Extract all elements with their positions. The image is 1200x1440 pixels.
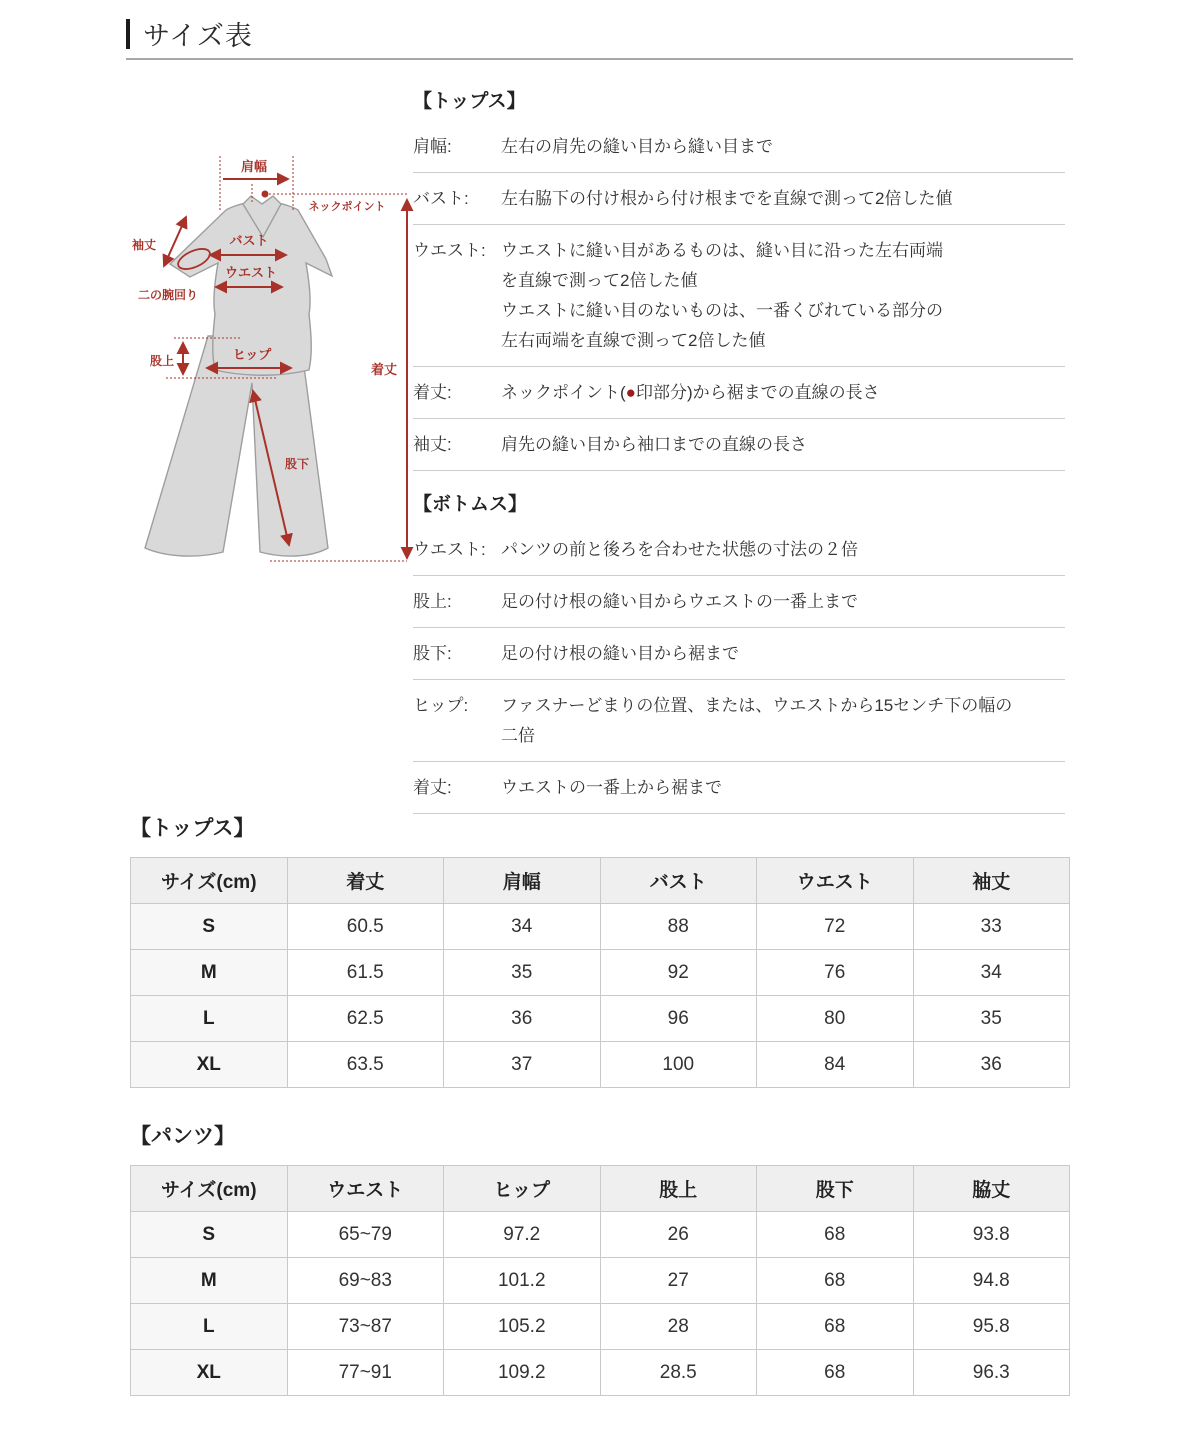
definition-term: 着丈: bbox=[413, 383, 452, 402]
diagram-label-rise: 股上 bbox=[149, 354, 175, 368]
column-header: バスト bbox=[600, 858, 757, 904]
table-cell: 65~79 bbox=[287, 1212, 444, 1258]
column-header: 袖丈 bbox=[913, 858, 1070, 904]
table-cell: 69~83 bbox=[287, 1258, 444, 1304]
pants-table-section bbox=[130, 1120, 1070, 1396]
table-cell: 62.5 bbox=[287, 996, 444, 1042]
definition-section-heading: 【ボトムス】 bbox=[413, 494, 528, 515]
table-cell: 77~91 bbox=[287, 1350, 444, 1396]
definition-row bbox=[413, 173, 1065, 225]
table-cell: 37 bbox=[444, 1042, 601, 1088]
table-cell: 34 bbox=[444, 904, 601, 950]
definition-term: 股上: bbox=[413, 592, 452, 611]
definition-line: ファスナーどまりの位置、または、ウエストから15センチ下の幅の bbox=[501, 696, 1013, 715]
definition-description bbox=[501, 132, 1065, 162]
definition-line: 肩先の縫い目から袖口までの直線の長さ bbox=[501, 435, 807, 454]
page-title: サイズ表 bbox=[143, 21, 253, 51]
column-header: 脇丈 bbox=[913, 1166, 1070, 1212]
table-row bbox=[131, 1304, 1070, 1350]
size-cell: XL bbox=[131, 1350, 288, 1396]
table-cell: 36 bbox=[913, 1042, 1070, 1088]
table-cell: 97.2 bbox=[444, 1212, 601, 1258]
diagram-label-sleeve-length: 袖丈 bbox=[132, 238, 157, 252]
diagram-label-hip: ヒップ bbox=[232, 347, 272, 362]
definition-line: ウエストの一番上から裾まで bbox=[501, 778, 722, 797]
table-row bbox=[131, 1350, 1070, 1396]
table-cell: 100 bbox=[600, 1042, 757, 1088]
size-cell: S bbox=[131, 904, 288, 950]
table-cell: 68 bbox=[757, 1350, 914, 1396]
size-cell: XL bbox=[131, 1042, 288, 1088]
table-cell: 35 bbox=[444, 950, 601, 996]
column-header: 肩幅 bbox=[444, 858, 601, 904]
definition-term: 肩幅: bbox=[413, 137, 452, 156]
definition-row bbox=[413, 121, 1065, 173]
table-cell: 94.8 bbox=[913, 1258, 1070, 1304]
definition-row bbox=[413, 680, 1065, 762]
tops-table-section bbox=[130, 812, 1070, 1088]
page-header bbox=[126, 14, 253, 53]
table-cell: 60.5 bbox=[287, 904, 444, 950]
definition-term: ヒップ: bbox=[413, 696, 469, 715]
size-cell: L bbox=[131, 996, 288, 1042]
table-cell: 95.8 bbox=[913, 1304, 1070, 1350]
diagram-label-bust: バスト bbox=[229, 233, 269, 248]
definition-line: パンツの前と後ろを合わせた状態の寸法の２倍 bbox=[501, 540, 858, 559]
table-row bbox=[131, 1258, 1070, 1304]
table-cell: 96 bbox=[600, 996, 757, 1042]
tops-table-heading: 【トップス】 bbox=[130, 817, 255, 840]
column-header: ウエスト bbox=[287, 1166, 444, 1212]
measurement-diagram bbox=[130, 146, 420, 578]
table-cell: 28.5 bbox=[600, 1350, 757, 1396]
definition-line: 左右両端を直線で測って2倍した値 bbox=[501, 331, 766, 350]
definition-line: 足の付け根の縫い目から裾まで bbox=[501, 644, 739, 663]
table-cell: 84 bbox=[757, 1042, 914, 1088]
definition-description bbox=[501, 587, 1065, 617]
table-cell: 36 bbox=[444, 996, 601, 1042]
definition-term: ウエスト: bbox=[413, 241, 486, 260]
definition-term: バスト: bbox=[413, 189, 469, 208]
definition-line bbox=[501, 378, 1065, 408]
definition-line-text: ネックポイント( bbox=[501, 383, 626, 402]
definition-description bbox=[501, 773, 1065, 803]
definition-term: 袖丈: bbox=[413, 435, 452, 454]
definition-description bbox=[501, 184, 1065, 214]
table-cell: 61.5 bbox=[287, 950, 444, 996]
column-header: ウエスト bbox=[757, 858, 914, 904]
title-divider bbox=[126, 58, 1073, 60]
table-row bbox=[131, 996, 1070, 1042]
definition-description bbox=[501, 535, 1065, 565]
table-cell: 76 bbox=[757, 950, 914, 996]
table-cell: 27 bbox=[600, 1258, 757, 1304]
table-cell: 105.2 bbox=[444, 1304, 601, 1350]
neck-point-dot-icon: ● bbox=[625, 383, 636, 402]
definition-description bbox=[501, 378, 1065, 408]
size-cell: M bbox=[131, 1258, 288, 1304]
definition-description bbox=[501, 639, 1065, 669]
definition-row bbox=[413, 762, 1065, 814]
table-cell: 68 bbox=[757, 1304, 914, 1350]
table-row bbox=[131, 1212, 1070, 1258]
definition-term: ウエスト: bbox=[413, 540, 486, 559]
size-cell: L bbox=[131, 1304, 288, 1350]
table-cell: 93.8 bbox=[913, 1212, 1070, 1258]
definition-description bbox=[501, 430, 1065, 460]
size-diagram-svg bbox=[130, 146, 420, 578]
table-cell: 109.2 bbox=[444, 1350, 601, 1396]
column-header: サイズ(cm) bbox=[131, 858, 288, 904]
column-header: 着丈 bbox=[287, 858, 444, 904]
pants-table-heading: 【パンツ】 bbox=[130, 1125, 235, 1148]
pants-size-table bbox=[130, 1165, 1070, 1396]
table-header-row bbox=[131, 1166, 1070, 1212]
definition-description bbox=[501, 691, 1065, 751]
definitions-tops-section bbox=[413, 82, 1065, 471]
table-cell: 34 bbox=[913, 950, 1070, 996]
definition-line: ウエストに縫い目のないものは、一番くびれている部分の bbox=[501, 301, 943, 320]
definition-row bbox=[413, 628, 1065, 680]
tops-size-table bbox=[130, 857, 1070, 1088]
definition-row bbox=[413, 367, 1065, 419]
diagram-label-garment-length: 着丈 bbox=[370, 362, 398, 377]
size-cell: M bbox=[131, 950, 288, 996]
table-row bbox=[131, 1042, 1070, 1088]
column-header: 股下 bbox=[757, 1166, 914, 1212]
title-accent-bar bbox=[126, 19, 130, 49]
table-cell: 88 bbox=[600, 904, 757, 950]
definition-section-heading: 【トップス】 bbox=[413, 91, 526, 112]
table-cell: 73~87 bbox=[287, 1304, 444, 1350]
diagram-label-upper-arm: 二の腕回り bbox=[138, 288, 199, 302]
definition-line-text: 印部分)から裾までの直線の長さ bbox=[635, 383, 880, 402]
measurement-definitions bbox=[413, 82, 1065, 814]
definition-row bbox=[413, 576, 1065, 628]
table-cell: 92 bbox=[600, 950, 757, 996]
definition-row bbox=[413, 524, 1065, 576]
definition-line: 左右脇下の付け根から付け根までを直線で測って2倍した値 bbox=[501, 189, 953, 208]
table-cell: 80 bbox=[757, 996, 914, 1042]
table-header-row bbox=[131, 858, 1070, 904]
table-cell: 72 bbox=[757, 904, 914, 950]
diagram-label-neck-point: ネックポイント bbox=[308, 201, 386, 213]
diagram-label-waist: ウエスト bbox=[224, 265, 278, 280]
table-cell: 35 bbox=[913, 996, 1070, 1042]
definition-line: を直線で測って2倍した値 bbox=[501, 271, 698, 290]
table-cell: 28 bbox=[600, 1304, 757, 1350]
table-cell: 68 bbox=[757, 1258, 914, 1304]
definition-description bbox=[501, 236, 1065, 356]
definition-term: 着丈: bbox=[413, 778, 452, 797]
table-cell: 63.5 bbox=[287, 1042, 444, 1088]
definition-line: 二倍 bbox=[501, 726, 535, 745]
diagram-label-shoulder-width: 肩幅 bbox=[240, 159, 268, 174]
table-cell: 96.3 bbox=[913, 1350, 1070, 1396]
size-cell: S bbox=[131, 1212, 288, 1258]
table-cell: 26 bbox=[600, 1212, 757, 1258]
table-row bbox=[131, 950, 1070, 996]
column-header: ヒップ bbox=[444, 1166, 601, 1212]
table-row bbox=[131, 904, 1070, 950]
definition-row bbox=[413, 419, 1065, 471]
definition-line: 足の付け根の縫い目からウエストの一番上まで bbox=[501, 592, 858, 611]
definitions-bottoms-section bbox=[413, 485, 1065, 814]
table-cell: 68 bbox=[757, 1212, 914, 1258]
column-header: サイズ(cm) bbox=[131, 1166, 288, 1212]
definition-term: 股下: bbox=[413, 644, 452, 663]
table-cell: 33 bbox=[913, 904, 1070, 950]
definition-row bbox=[413, 225, 1065, 367]
column-header: 股上 bbox=[600, 1166, 757, 1212]
diagram-label-inseam: 股下 bbox=[285, 457, 310, 471]
table-cell: 101.2 bbox=[444, 1258, 601, 1304]
definition-line: ウエストに縫い目があるものは、縫い目に沿った左右両端 bbox=[501, 241, 943, 260]
definition-line: 左右の肩先の縫い目から縫い目まで bbox=[501, 137, 773, 156]
